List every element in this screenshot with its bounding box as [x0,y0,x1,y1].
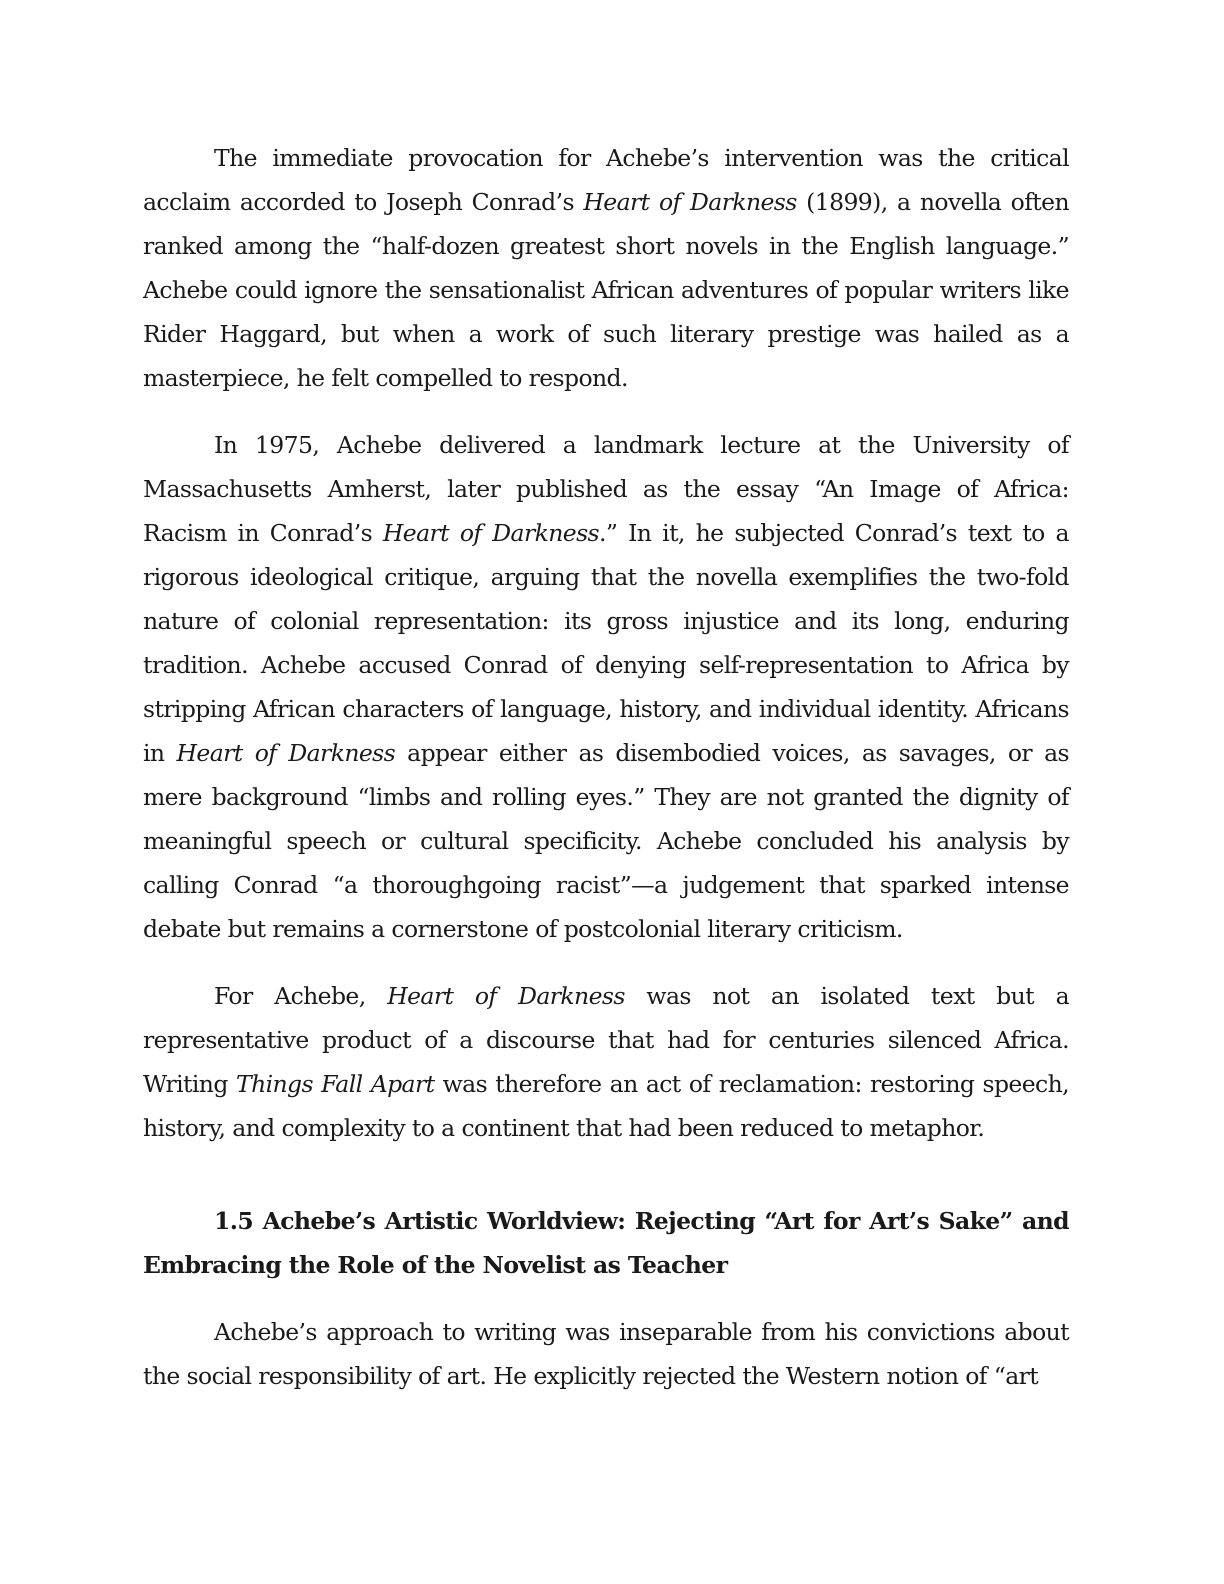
text-run: appear either as disembodied voices, as savages, or as mere background “limbs and rolling eyes.” They are not granted the dignity of meaningful speech or cultural specificity. Achebe concluded his analysis by calling Conrad “a thoroughgoing racist”—a judgement that sparked intense debate but remains a cornerstone of postcolonial literary criticism. [143,739,1069,943]
paragraph-artistic-worldview: Achebe’s approach to writing was inseparable from his convictions about the social responsibility of art. He explicitly rejected the Western notion of “art [143,1318,1069,1390]
text-run: For Achebe, [214,982,388,1010]
text-run: .” In it, he subjected Conrad’s text to a rigorous ideological critique, arguing that the novella exemplifies the two-fold nature of colonial representation: its gross injustice and its long, enduring tradition. Achebe accused Conrad of denying self-representation to Africa by stripping African characters of language, history, and individual identity. Africans in [143,519,1069,767]
document-page [143,136,1069,1421]
section-heading: 1.5 Achebe’s Artistic Worldview: Rejecting “Art for Art’s Sake” and Embracing the Role of the Novelist as Teacher [143,1207,1069,1279]
text-run: The immediate provocation for Achebe’s intervention was the critical acclaim accorded to Joseph Conrad’s [143,144,1069,216]
paragraph-conrad-acclaim [143,136,1069,400]
italic-title: Heart of Darkness [176,739,396,767]
italic-title: Heart of Darkness [387,982,625,1010]
italic-title: Heart of Darkness [382,519,599,547]
text-run: was therefore an act of reclamation: restoring speech, history, and complexity to a continent that had been reduced to metaphor. [143,1070,1069,1142]
text-run: In 1975, Achebe delivered a landmark lecture at the University of Massachusetts Amherst, later published as the essay “An Image of Africa: Racism in Conrad’s [143,431,1069,547]
text-run: (1899), a novella often ranked among the “half-dozen greatest short novels in the English language.” Achebe could ignore the sensationalist African adventures of popular writers like Rider Haggard, but when a work of such literary prestige was hailed as a masterpiece, he felt compelled to respond. [143,188,1069,392]
paragraph-image-of-africa [143,423,1069,951]
text-run: was not an isolated text but a representative product of a discourse that had for centuries silenced Africa. Writing [143,982,1069,1098]
italic-title: Things Fall Apart [236,1070,435,1098]
paragraph-reclamation [143,974,1069,1150]
italic-title: Heart of Darkness [583,188,797,216]
